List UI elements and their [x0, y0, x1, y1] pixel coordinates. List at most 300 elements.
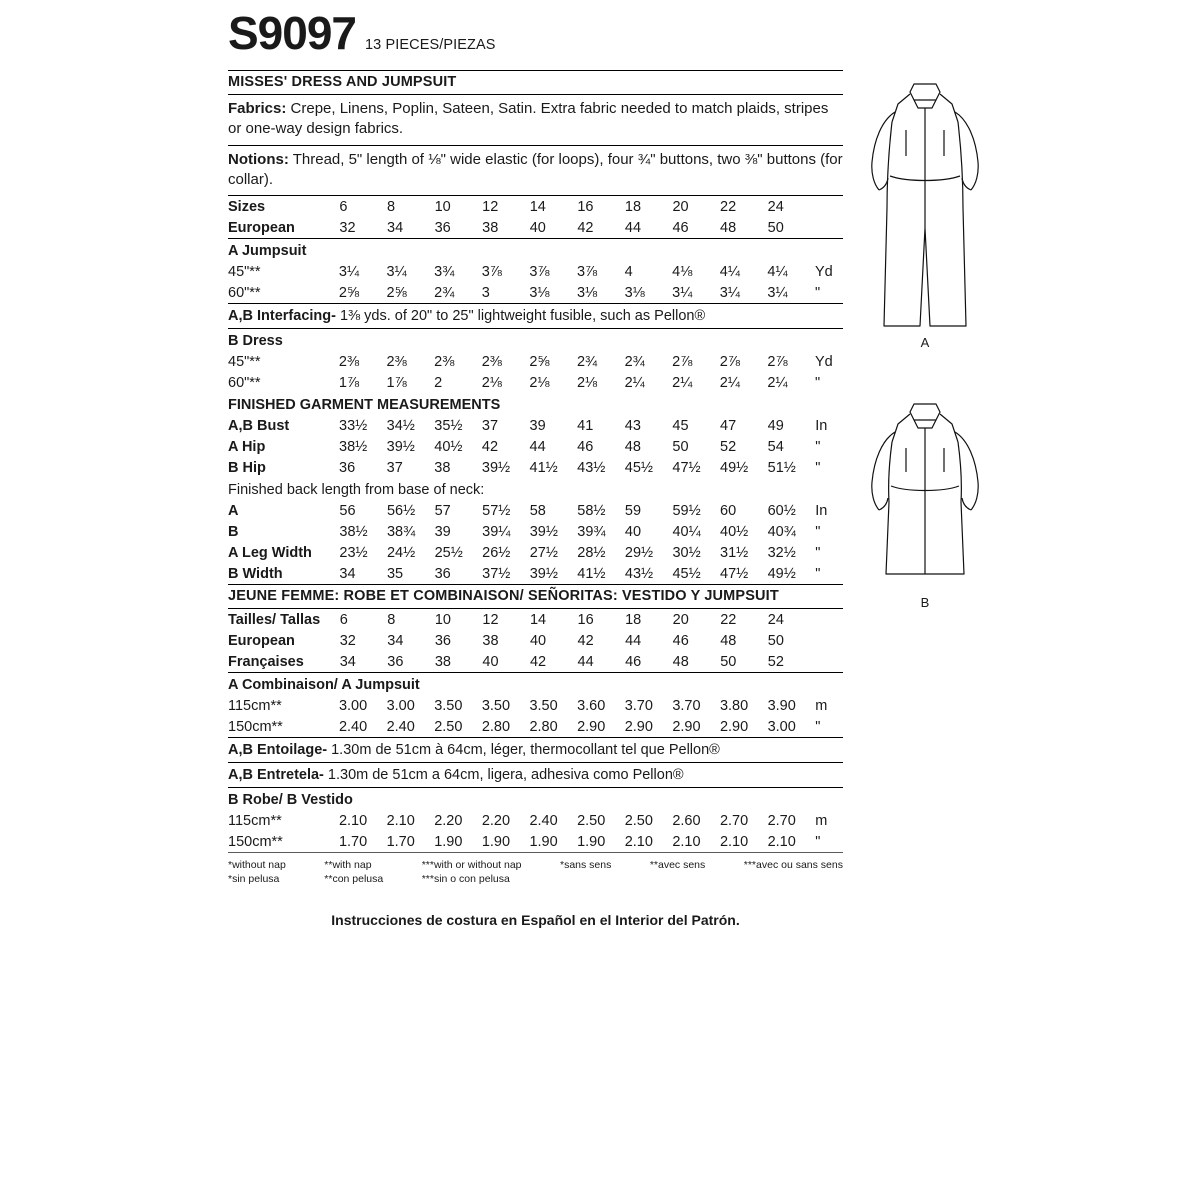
- cell: 18: [625, 611, 642, 628]
- cell: 47½: [672, 459, 701, 476]
- row-label: European: [228, 632, 295, 649]
- cell: 39¾: [577, 523, 606, 540]
- table-row: [228, 521, 843, 542]
- unit: m: [815, 812, 828, 829]
- cell: 16: [577, 198, 594, 215]
- cell: 2.80: [529, 718, 558, 735]
- row-label: 150cm**: [228, 833, 283, 850]
- cell: 40¾: [767, 523, 796, 540]
- cell: 2.50: [624, 812, 653, 829]
- fabrics-paragraph: [228, 95, 843, 145]
- footnote-avec-ou-sans-sens: [744, 858, 843, 886]
- cell: 38½: [339, 438, 368, 455]
- row-label: Tailles/ Tallas: [228, 611, 321, 628]
- cell: 34: [339, 653, 356, 670]
- notions-label: Notions:: [228, 150, 289, 168]
- unit: ": [815, 438, 821, 455]
- cell: 49½: [767, 565, 796, 582]
- finished-measurements-table: [228, 415, 843, 478]
- cell: 39¼: [482, 523, 511, 540]
- cell: 36: [434, 565, 451, 582]
- back-length-label: Finished back length from base of neck:: [228, 482, 485, 498]
- cell: 57½: [482, 502, 511, 519]
- cell: 32: [339, 632, 356, 649]
- cell: 60½: [767, 502, 796, 519]
- table-row: [228, 415, 843, 436]
- cell: 1⅞: [338, 374, 360, 391]
- cell: 2.20: [434, 812, 463, 829]
- cell: 32: [339, 219, 356, 236]
- footnote-avec-sens: [650, 858, 705, 886]
- cell: 2⅛: [529, 374, 550, 391]
- table-row: [228, 695, 843, 716]
- header: [228, 7, 843, 59]
- cell: 43½: [577, 459, 606, 476]
- cell: 46: [672, 219, 689, 236]
- cell: 1.70: [386, 833, 415, 850]
- cell: 2¼: [767, 374, 788, 391]
- cell: 44: [625, 632, 642, 649]
- footnote-without-nap: [228, 858, 286, 886]
- table-row: [228, 261, 843, 282]
- table-row: [228, 563, 843, 584]
- cell: 26½: [482, 544, 511, 561]
- cell: 33½: [339, 417, 368, 434]
- cell: 10: [434, 198, 451, 215]
- cell: 38: [434, 459, 451, 476]
- cell: 2.10: [767, 833, 796, 850]
- tailles-table: [228, 609, 843, 672]
- jumpsuit-drawing: [862, 78, 988, 328]
- cell: 38¾: [386, 523, 416, 540]
- cell: 3.00: [386, 697, 415, 714]
- cell: 2⅜: [386, 353, 407, 370]
- cell: 2.10: [624, 833, 653, 850]
- cell: 2¾: [434, 284, 455, 301]
- cell: 39½: [529, 565, 558, 582]
- notions-text: Thread, 5" length of ⅛" wide elastic (for loops), four ¾" buttons, two ⅜" buttons (for collar).: [228, 150, 843, 188]
- cell: 59: [624, 502, 642, 519]
- illustration-caption-a: A: [920, 335, 930, 350]
- unit: In: [815, 417, 828, 434]
- unit: ": [815, 833, 821, 850]
- unit: Yd: [815, 353, 833, 370]
- cell: [815, 630, 843, 651]
- cell: 1.90: [481, 833, 511, 850]
- cell: 41½: [577, 565, 606, 582]
- cell: 2.40: [386, 718, 415, 735]
- cell: 2.90: [624, 718, 653, 735]
- row-label: 60"**: [228, 284, 261, 301]
- cell: 2⅝: [529, 353, 550, 370]
- cell: 2.10: [338, 812, 368, 829]
- cell: 56: [339, 502, 356, 519]
- row-label: 150cm**: [228, 718, 283, 735]
- cell: 25½: [434, 544, 463, 561]
- cell: 2⅝: [338, 284, 360, 301]
- cell: [815, 217, 843, 238]
- row-label: 45"**: [228, 353, 261, 370]
- cell: 34: [339, 565, 356, 582]
- cell: 44: [624, 219, 642, 236]
- cell: 2.40: [338, 718, 368, 735]
- cell: 3⅞: [529, 263, 550, 280]
- table-row: [228, 457, 843, 478]
- cell: 16: [577, 611, 594, 628]
- cell: 2.20: [481, 812, 511, 829]
- cell: 3¼: [672, 284, 693, 301]
- cell: 36: [387, 653, 404, 670]
- cell: 2¼: [719, 374, 740, 391]
- row-label: A Leg Width: [228, 544, 312, 561]
- cell: 2¾: [624, 353, 645, 370]
- cell: 42: [577, 632, 594, 649]
- french-spanish-heading: JEUNE FEMME: ROBE ET COMBINAISON/ SEÑORITAS: VESTIDO Y JUMPSUIT: [228, 588, 779, 604]
- cell: 1.90: [577, 833, 606, 850]
- cell: 48: [720, 632, 737, 649]
- cell: 45: [672, 417, 689, 434]
- back-length-table: [228, 500, 843, 584]
- cell: 45½: [624, 459, 654, 476]
- cell: 36: [339, 459, 356, 476]
- unit: In: [815, 502, 828, 519]
- cell: 24: [767, 198, 784, 215]
- footnote-line: *sans sens: [559, 859, 612, 871]
- cell: 39: [434, 523, 451, 540]
- cell: 40: [529, 632, 547, 649]
- cell: 57: [434, 502, 451, 519]
- cell: 1⅞: [386, 374, 407, 391]
- cell: 3.60: [577, 697, 606, 714]
- footnote-line: *sin pelusa: [228, 873, 280, 886]
- cell: 39½: [386, 438, 415, 455]
- footnote-line: **con pelusa: [324, 873, 384, 886]
- cell: 30½: [672, 544, 701, 561]
- cell: 3.90: [767, 697, 796, 714]
- footnote-with-or-without-nap: [422, 858, 522, 886]
- cell: 2.80: [481, 718, 511, 735]
- cell: 48: [624, 438, 641, 455]
- cell: 37: [386, 459, 403, 476]
- unit: ": [815, 459, 821, 476]
- illustration-jumpsuit: [862, 78, 988, 350]
- finished-measurements-heading: FINISHED GARMENT MEASUREMENTS: [228, 397, 501, 413]
- cell: 42: [481, 438, 499, 455]
- cell: 3¾: [434, 263, 455, 280]
- cell: 41: [577, 417, 594, 434]
- combinaison-table: [228, 695, 843, 737]
- cell: 45½: [672, 565, 701, 582]
- cell: 2.90: [577, 718, 606, 735]
- cell: 20: [672, 198, 689, 215]
- cell: 2⅞: [719, 353, 740, 370]
- cell: 3.50: [529, 697, 558, 714]
- cell: 3⅞: [576, 263, 598, 280]
- cell: 3.70: [672, 697, 701, 714]
- cell: 47: [720, 417, 737, 434]
- cell: 46: [577, 438, 594, 455]
- cell: 40: [529, 219, 546, 236]
- cell: 43½: [624, 565, 654, 582]
- cell: 6: [339, 611, 348, 628]
- cell: 2⅜: [481, 353, 502, 370]
- cell: 14: [529, 198, 546, 215]
- entoilage-label: A,B Entoilage-: [228, 742, 328, 758]
- cell: 3: [481, 284, 490, 301]
- table-row: [228, 831, 843, 852]
- cell: 29½: [624, 544, 654, 561]
- table-row: [228, 500, 843, 521]
- cell: 43: [624, 417, 641, 434]
- entoilage-text: 1.30m de 51cm à 64cm, léger, thermocollant tel que Pellon®: [327, 742, 720, 758]
- cell: 2⅜: [434, 353, 455, 370]
- unit: ": [815, 523, 821, 540]
- cell: 36: [434, 632, 451, 649]
- cell: 50: [767, 632, 784, 649]
- cell: 34: [387, 632, 404, 649]
- cell: 2⅝: [386, 284, 407, 301]
- row-label: B Hip: [228, 459, 266, 476]
- cell: 3.80: [719, 697, 749, 714]
- cell: 48: [720, 219, 737, 236]
- cell: 2⅞: [672, 353, 693, 370]
- cell: 42: [529, 653, 547, 670]
- cell: 51½: [767, 459, 796, 476]
- cell: 44: [577, 653, 594, 670]
- content-column: [228, 7, 843, 929]
- cell: 34: [387, 219, 404, 236]
- cell: 24: [767, 611, 784, 628]
- entretela-text: 1.30m de 51cm a 64cm, ligera, adhesiva como Pellon®: [323, 767, 684, 783]
- entretela-note: [228, 763, 843, 787]
- footnote-sans-sens: [560, 858, 611, 886]
- cell: 31½: [720, 544, 749, 561]
- cell: 2.60: [672, 812, 701, 829]
- cell: 41½: [529, 459, 558, 476]
- unit: ": [815, 284, 821, 301]
- cell: 4: [624, 263, 633, 280]
- cell: 22: [720, 198, 737, 215]
- unit: ": [815, 374, 821, 391]
- cell: 40: [624, 523, 642, 540]
- cell: 2.10: [386, 812, 415, 829]
- cell: 12: [482, 198, 499, 215]
- unit: Yd: [815, 263, 833, 280]
- cell: 47½: [720, 565, 749, 582]
- cell: 50: [672, 438, 689, 455]
- table-row: [228, 651, 843, 672]
- cell: 40¼: [672, 523, 701, 540]
- cell: 2.10: [719, 833, 749, 850]
- row-label: 45"**: [228, 263, 261, 280]
- cell: 49½: [720, 459, 749, 476]
- row-label: A Hip: [228, 438, 266, 455]
- row-label: Françaises: [228, 653, 304, 670]
- cell: 35½: [434, 417, 463, 434]
- table-row: [228, 716, 843, 737]
- cell: 40½: [720, 523, 749, 540]
- cell: 2¾: [576, 353, 598, 370]
- cell: 20: [672, 611, 689, 628]
- row-label: B: [228, 523, 239, 540]
- illustration-caption-b: B: [920, 595, 930, 610]
- european-label: European: [228, 219, 295, 236]
- cell: 38½: [339, 523, 368, 540]
- cell: 27½: [529, 544, 558, 561]
- cell: 2¼: [624, 374, 645, 391]
- robe-heading: B Robe/ B Vestido: [228, 792, 353, 808]
- cell: 1.90: [529, 833, 558, 850]
- dress-yardage-table: [228, 351, 843, 393]
- cell: 54: [767, 438, 784, 455]
- cell: 1.70: [338, 833, 368, 850]
- cell: 34½: [386, 417, 415, 434]
- cell: 48: [672, 653, 689, 670]
- footnote-line: **avec sens: [649, 859, 706, 871]
- cell: 52: [767, 653, 784, 670]
- page-title: MISSES' DRESS AND JUMPSUIT: [228, 74, 457, 90]
- cell: 37½: [482, 565, 511, 582]
- cell: 58: [529, 502, 546, 519]
- cell: 3⅞: [481, 263, 502, 280]
- cell: 40: [482, 653, 499, 670]
- cell: [815, 651, 843, 672]
- sizes-table: [228, 196, 843, 238]
- cell: 39½: [481, 459, 511, 476]
- sizes-label: Sizes: [228, 198, 266, 215]
- cell: 4¼: [719, 263, 740, 280]
- cell: 2.10: [672, 833, 701, 850]
- table-row: [228, 436, 843, 457]
- cell: 37: [481, 417, 499, 434]
- cell: 3⅛: [529, 284, 550, 301]
- cell: 59½: [672, 502, 701, 519]
- notions-paragraph: [228, 146, 843, 196]
- footnote-line: ***sin o con pelusa: [421, 873, 510, 886]
- cell: 3.00: [767, 718, 796, 735]
- cell: 3.50: [481, 697, 511, 714]
- entretela-label: A,B Entretela-: [228, 767, 324, 783]
- dress-drawing: [862, 398, 988, 588]
- cell: 44: [529, 438, 546, 455]
- table-row-sizes: [228, 196, 843, 217]
- cell: 28½: [577, 544, 606, 561]
- cell: 12: [482, 611, 499, 628]
- cell: 4⅛: [672, 263, 693, 280]
- cell: 2.90: [719, 718, 749, 735]
- jumpsuit-heading: A Jumpsuit: [228, 243, 307, 259]
- cell: 50: [767, 219, 784, 236]
- cell: 2.90: [672, 718, 701, 735]
- entoilage-note: [228, 738, 843, 762]
- cell: 3.70: [624, 697, 653, 714]
- cell: 3⅛: [624, 284, 645, 301]
- cell: 2¼: [672, 374, 693, 391]
- interfacing-note: [228, 304, 843, 328]
- cell: 8: [387, 198, 396, 215]
- cell: 36: [434, 219, 451, 236]
- cell: 42: [577, 219, 594, 236]
- table-row: [228, 630, 843, 651]
- cell: 46: [672, 632, 689, 649]
- cell: 2.50: [434, 718, 463, 735]
- cell: 2⅛: [576, 374, 598, 391]
- table-row-european: [228, 217, 843, 238]
- cell: 4¼: [767, 263, 788, 280]
- cell: 1.90: [434, 833, 463, 850]
- cell: 38: [482, 632, 499, 649]
- cell: 8: [387, 611, 396, 628]
- cell: 2⅜: [338, 353, 360, 370]
- cell: 46: [625, 653, 642, 670]
- cell: 58½: [577, 502, 606, 519]
- cell: 23½: [339, 544, 368, 561]
- footnotes: [228, 853, 843, 886]
- pattern-number: S9097: [228, 7, 357, 59]
- cell: 2.40: [529, 812, 558, 829]
- cell: 3¼: [719, 284, 740, 301]
- cell: 38: [434, 653, 451, 670]
- row-label: 60"**: [228, 374, 261, 391]
- cell: 35: [386, 565, 404, 582]
- row-label: B Width: [228, 565, 283, 582]
- pieces-count: 13 PIECES/PIEZAS: [365, 37, 496, 53]
- combinaison-heading: A Combinaison/ A Jumpsuit: [228, 677, 420, 693]
- cell: 39: [529, 417, 546, 434]
- cell: 18: [624, 198, 642, 215]
- cell: 56½: [386, 502, 416, 519]
- interfacing-text: 1⅜ yds. of 20" to 25" lightweight fusible, such as Pellon®: [335, 308, 706, 324]
- cell: 2.70: [719, 812, 749, 829]
- footnote-with-nap: [324, 858, 383, 886]
- cell: 2⅞: [767, 353, 788, 370]
- cell: 3¼: [767, 284, 788, 301]
- cell: 10: [434, 611, 451, 628]
- table-row: [228, 609, 843, 630]
- cell: 3¼: [338, 263, 360, 280]
- footnote-line: *without nap: [228, 859, 286, 871]
- unit: ": [815, 544, 821, 561]
- cell: 2: [434, 374, 443, 391]
- cell: 39½: [529, 523, 558, 540]
- table-row: [228, 810, 843, 831]
- cell: [815, 196, 843, 217]
- cell: 6: [339, 198, 348, 215]
- row-label: 115cm**: [228, 812, 282, 829]
- jumpsuit-yardage-table: [228, 261, 843, 303]
- dress-heading: B Dress: [228, 333, 283, 349]
- cell: 38: [482, 219, 499, 236]
- cell: 50: [720, 653, 737, 670]
- cell: 3¼: [386, 263, 407, 280]
- cell: [815, 609, 843, 630]
- cell: 49: [767, 417, 784, 434]
- cell: 14: [529, 611, 547, 628]
- footnote-line: ***avec ou sans sens: [743, 859, 843, 871]
- footnote-line: **with nap: [324, 859, 372, 871]
- spanish-instructions-note: Instrucciones de costura en Español en el Interior del Patrón.: [331, 912, 740, 929]
- footnote-line: ***with or without nap: [421, 859, 522, 871]
- cell: 52: [720, 438, 737, 455]
- illustration-dress: [862, 398, 988, 610]
- cell: 2.70: [767, 812, 796, 829]
- interfacing-label: A,B Interfacing-: [228, 308, 336, 324]
- cell: 2⅛: [481, 374, 502, 391]
- unit: m: [815, 697, 828, 714]
- cell: 3⅛: [576, 284, 598, 301]
- cell: 40½: [434, 438, 463, 455]
- cell: 3.00: [338, 697, 368, 714]
